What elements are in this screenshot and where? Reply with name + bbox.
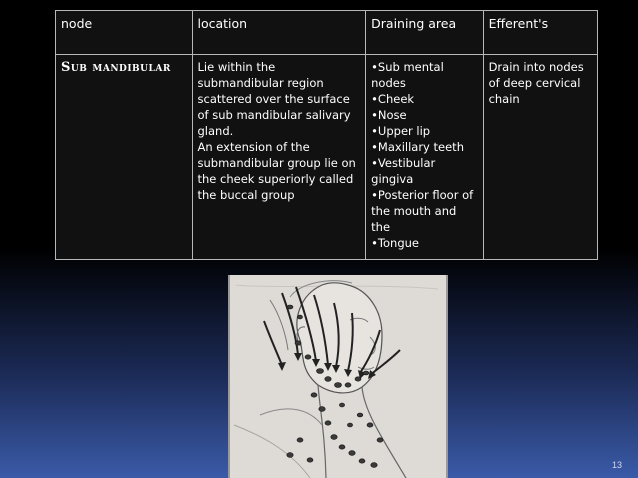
header-location: location bbox=[192, 11, 366, 55]
location-line: submandibular group lie on bbox=[197, 156, 356, 170]
location-line: Lie within the bbox=[197, 60, 276, 74]
draining-line: the bbox=[371, 220, 391, 234]
draining-line: •Tongue bbox=[371, 236, 419, 250]
draining-line: •Cheek bbox=[371, 92, 415, 106]
location-line: of sub mandibular salivary bbox=[197, 108, 351, 122]
draining-line: •Sub mental bbox=[371, 60, 444, 74]
location-line: submandibular region bbox=[197, 76, 324, 90]
location-line: An extension of the bbox=[197, 140, 310, 154]
draining-line: •Nose bbox=[371, 108, 407, 122]
draining-line: •Maxillary teeth bbox=[371, 140, 464, 154]
cell-node bbox=[56, 55, 193, 260]
header-node: node bbox=[56, 11, 193, 55]
table-header-row bbox=[56, 11, 598, 55]
lymph-node-sketch-icon bbox=[230, 275, 446, 478]
header-efferents: Efferent's bbox=[483, 11, 597, 55]
header-draining-area: Draining area bbox=[366, 11, 483, 55]
draining-line: the mouth and bbox=[371, 204, 457, 218]
table-row bbox=[56, 55, 598, 260]
cell-efferents bbox=[483, 55, 597, 260]
location-line: the cheek superiorly called bbox=[197, 172, 354, 186]
draining-line: gingiva bbox=[371, 172, 414, 186]
draining-line: nodes bbox=[371, 76, 406, 90]
draining-line: •Posterior floor of bbox=[371, 188, 474, 202]
efferent-line: Drain into nodes bbox=[488, 60, 584, 74]
efferent-line: of deep cervical bbox=[488, 76, 581, 90]
draining-line: •Upper lip bbox=[371, 124, 431, 138]
cell-location bbox=[192, 55, 366, 260]
node-name: Sub mandibular bbox=[61, 60, 171, 75]
location-line: scattered over the surface bbox=[197, 92, 350, 106]
location-line: gland. bbox=[197, 124, 234, 138]
slide-number: 13 bbox=[611, 460, 622, 470]
draining-line: •Vestibular bbox=[371, 156, 436, 170]
head-neck-lymph-illustration bbox=[228, 275, 448, 478]
location-line: the buccal group bbox=[197, 188, 295, 202]
cell-draining-area bbox=[366, 55, 483, 260]
lymph-node-table bbox=[55, 10, 598, 260]
efferent-line: chain bbox=[488, 92, 520, 106]
